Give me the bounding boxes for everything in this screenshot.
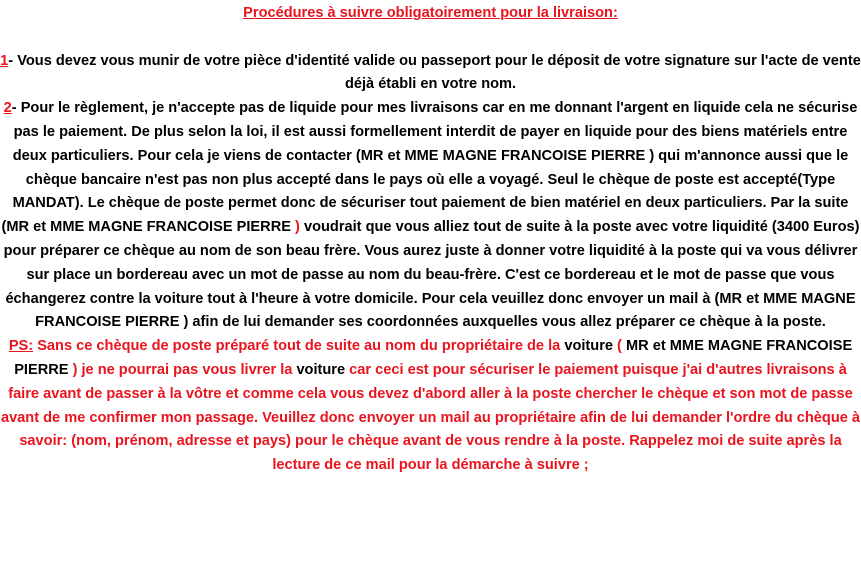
- ps-text-6: voiture: [296, 361, 346, 378]
- ps-text-7: car ceci est pour sécuriser le paiement puisque j'ai d'autres livraisons à faire avant de passer à la vôtre et comme cela vous devez d'abord aller à la poste chercher le chèque et son mot de passe avant de me confirmer mon passage. Veuillez donc envoyer un mail au propriétaire afin de lui demander l'ordre du chèque à savoir: (nom, prénom, adresse et pays) pour le chèque avant de vous rendre à la poste. Rappelez moi de suite après la lecture de ce mail pour la démarche à suivre ;: [0, 361, 861, 474]
- ps-text-5: ) je ne pourrai pas vous livrer la: [68, 361, 297, 378]
- ps-text-3: (: [612, 338, 626, 355]
- instruction-1-number: 1: [0, 52, 9, 69]
- instruction-1: [0, 50, 861, 98]
- ps-owner-name: MR et MME MAGNE FRANCOISE PIERRE: [14, 338, 853, 378]
- ps-text-1: Sans ce chèque de poste préparé tout de suite au nom du propriétaire de la: [33, 338, 565, 355]
- instruction-2-text-b: voudrait que vous alliez tout de suite à la poste avec votre liquidité (3400 Euros) pour préparer ce chèque au nom de son beau frère. Vous aurez juste à donner votre liquidité à la poste qui va vous délivrer sur place un bordereau avec un mot de passe au nom du beau-frère. C'est ce bordereau et le mot de passe que vous échangerez contre la voiture tout à l'heure à votre domicile. Pour cela veuillez donc envoyer un mail à (MR et MME MAGNE FRANCOISE PIERRE ) afin de lui demander ses coordonnées auxquelles vous allez préparer ce chèque à la poste.: [3, 219, 860, 331]
- instruction-2: [0, 97, 861, 335]
- postscript: [0, 335, 861, 478]
- blank-line: [0, 26, 861, 50]
- instruction-2-text-a: - Pour le règlement, je n'accepte pas de liquide pour mes livraisons car en me donnant l'argent en liquide cela ne sécurise pas le paiement. De plus selon la loi, il est aussi formellement interdit de payer en liquide pour des biens matériels entre deux particuliers. Pour cela je viens de contacter (MR et MME MAGNE FRANCOISE PIERRE ) qui m'annonce aussi que le chèque bancaire n'est pas non plus accepté dans le pays où elle a voyagé. Seul le chèque de poste est accepté(Type MANDAT). Le chèque de poste permet donc de sécuriser tout paiement de bien matériel en deux particuliers. Par la suite (MR et MME MAGNE FRANCOISE PIERRE: [1, 100, 858, 236]
- instruction-1-text: - Vous devez vous munir de votre pièce d'identité valide ou passeport pour le déposit de votre signature sur l'acte de vente déjà établi en votre nom.: [8, 52, 861, 93]
- ps-label: PS:: [8, 338, 34, 355]
- page-title: Procédures à suivre obligatoirement pour la livraison:: [243, 5, 618, 21]
- instruction-2-paren: ): [295, 219, 300, 236]
- instruction-2-number: 2: [3, 100, 12, 117]
- ps-text-2: voiture: [564, 338, 613, 355]
